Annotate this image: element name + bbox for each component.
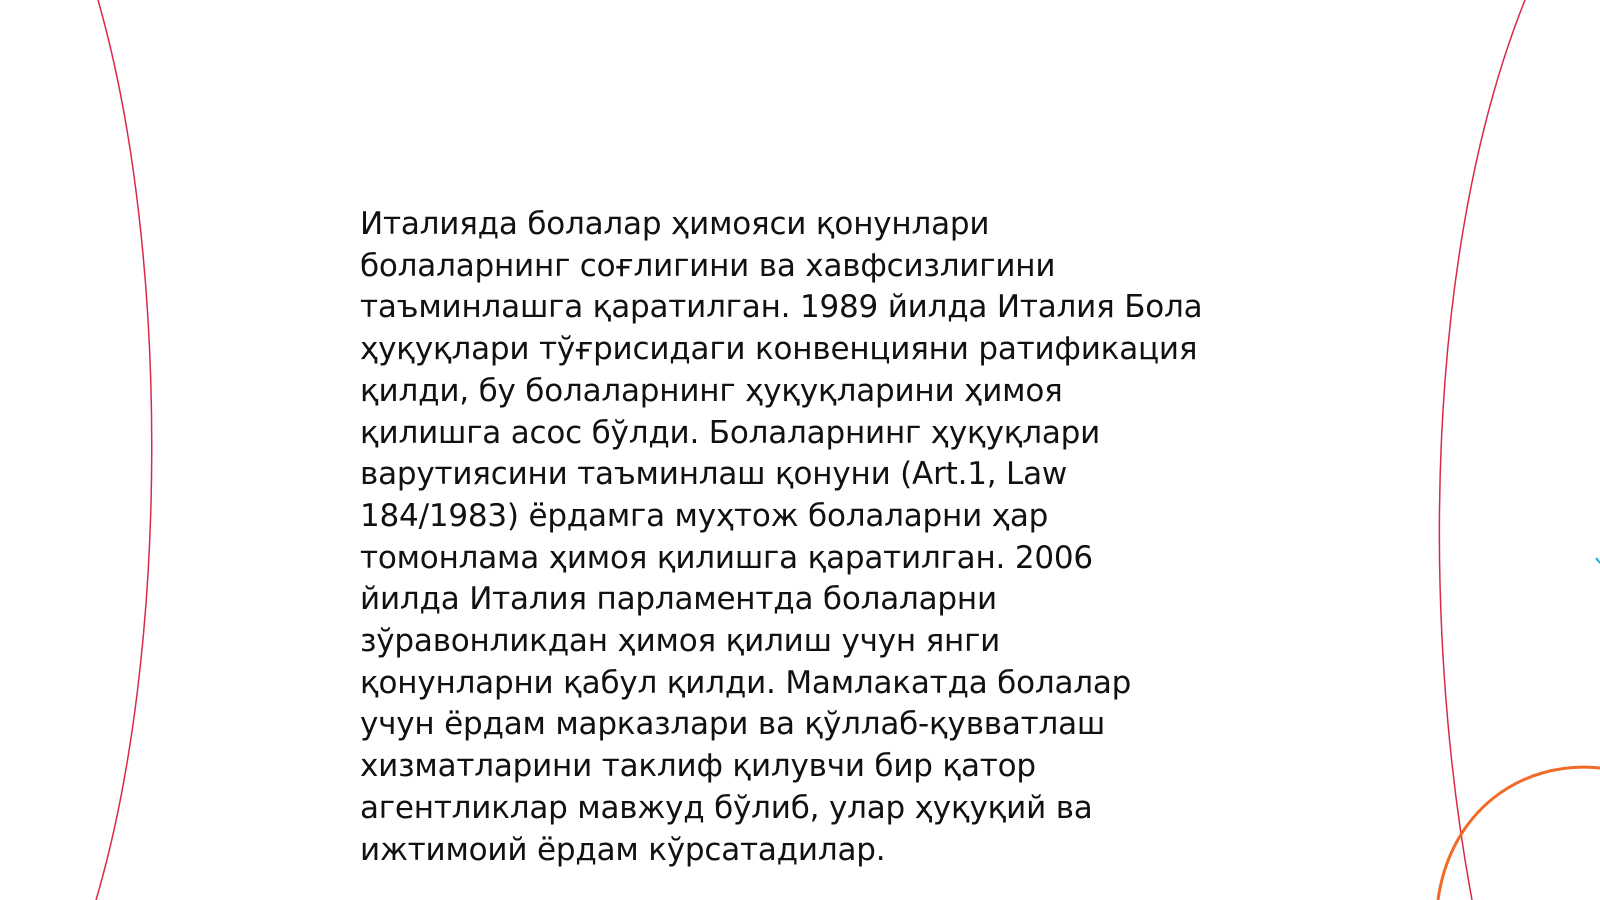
orange-arc (1438, 767, 1600, 900)
body-line: зўравонликдан ҳимоя қилиш учун янги (360, 623, 1001, 660)
body-line: йилда Италия парламентда болаларни (360, 581, 997, 618)
body-line: варутиясини таъминлаш қонуни (Art.1, Law (360, 456, 1068, 493)
body-line: Италияда болалар ҳимояси қонунлари (360, 206, 990, 242)
body-line: агентликлар мавжуд бўлиб, улар ҳуқуқий ва (360, 789, 1093, 826)
body-line: таъминлашга қаратилган. 1989 йилда Италия Бола (360, 289, 1203, 326)
body-text (360, 204, 1260, 871)
body-line: болаларнинг соғлигини ва хавфсизлигини (360, 247, 1056, 284)
body-line: томонлама ҳимоя қилишга қаратилган. 2006 (360, 539, 1093, 576)
body-line: қилишга асос бўлди. Болаларнинг ҳуқуқлари (360, 414, 1101, 451)
body-line: қилди, бу болаларнинг ҳуқуқларини ҳимоя (360, 372, 1063, 409)
body-line: хизматларини таклиф қилувчи бир қатор (360, 748, 1036, 785)
body-line: қонунларни қабул қилди. Мамлакатда болалар (360, 664, 1132, 701)
body-line: 184/1983) ёрдамга муҳтож болаларни ҳар (360, 497, 1049, 534)
left-red-curve (96, 0, 152, 900)
body-line: ижтимоий ёрдам кўрсатадилар. (360, 831, 886, 868)
blue-accent-tick (1596, 558, 1600, 563)
body-line: учун ёрдам марказлари ва қўллаб-қувватлаш (360, 706, 1106, 743)
body-line: ҳуқуқлари тўғрисидаги конвенцияни ратификация (360, 331, 1198, 368)
right-red-curve (1439, 0, 1525, 900)
